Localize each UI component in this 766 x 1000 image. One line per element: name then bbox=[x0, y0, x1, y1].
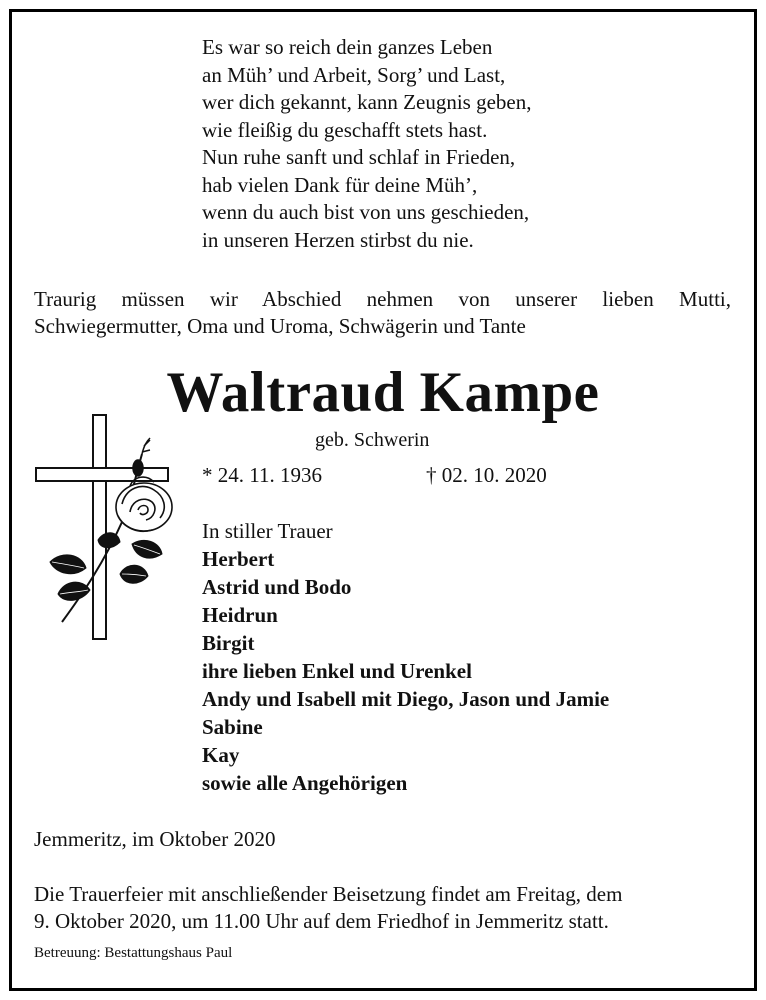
poem-line: in unseren Herzen stirbst du nie. bbox=[202, 227, 474, 252]
mourners-lead: In stiller Trauer bbox=[202, 519, 333, 543]
place-date: Jemmeritz, im Oktober 2020 bbox=[34, 827, 276, 851]
poem-line: wer dich gekannt, kann Zeugnis geben, bbox=[202, 90, 532, 114]
poem-line: wie fleißig du geschafft stets hast. bbox=[202, 117, 488, 142]
mourner-name: Astrid und Bodo bbox=[202, 575, 352, 599]
mourner-name: sowie alle Angehörigen bbox=[202, 771, 408, 795]
deceased-name: Waltraud Kampe bbox=[166, 361, 600, 424]
mourner-name: ihre lieben Enkel und Urenkel bbox=[202, 659, 472, 683]
mourner-name: Herbert bbox=[202, 547, 275, 571]
funeral-line: 9. Oktober 2020, um 11.00 Uhr auf dem Friedhof in Jemmeritz statt. bbox=[34, 909, 609, 933]
obituary-frame bbox=[9, 9, 757, 991]
poem-line: Nun ruhe sanft und schlaf in Frieden, bbox=[202, 145, 516, 169]
mourner-name: Sabine bbox=[202, 715, 263, 739]
death-date: † 02. 10. 2020 bbox=[426, 463, 547, 487]
intro-line: Traurig müssen wir Abschied nehmen von unserer lieben Mutti, bbox=[34, 287, 731, 311]
funeral-home-credit: Betreuung: Bestattungshaus Paul bbox=[34, 945, 233, 961]
poem-line: wenn du auch bist von uns geschieden, bbox=[202, 200, 530, 224]
maiden-name: geb. Schwerin bbox=[315, 429, 430, 451]
poem-line: an Müh’ und Arbeit, Sorg’ und Last, bbox=[202, 62, 506, 87]
poem bbox=[202, 34, 531, 254]
funeral-notice bbox=[34, 881, 731, 935]
mourner-name: Andy und Isabell mit Diego, Jason und Jamie bbox=[202, 687, 610, 711]
funeral-line: Die Trauerfeier mit anschließender Beisetzung findet am Freitag, dem bbox=[34, 882, 623, 906]
intro-line: Schwiegermutter, Oma und Uroma, Schwägerin und Tante bbox=[34, 314, 526, 338]
intro-text bbox=[34, 286, 731, 340]
birth-date: * 24. 11. 1936 bbox=[202, 463, 322, 487]
rose-icon bbox=[116, 477, 172, 531]
mourner-name: Heidrun bbox=[202, 603, 278, 627]
mourner-name: Kay bbox=[202, 743, 240, 767]
poem-line: Es war so reich dein ganzes Leben bbox=[202, 35, 493, 59]
mourner-name: Birgit bbox=[202, 631, 255, 655]
mourners-list bbox=[202, 517, 609, 797]
poem-line: hab vielen Dank für deine Müh’, bbox=[202, 172, 478, 197]
cross-with-rose-icon bbox=[34, 412, 174, 642]
